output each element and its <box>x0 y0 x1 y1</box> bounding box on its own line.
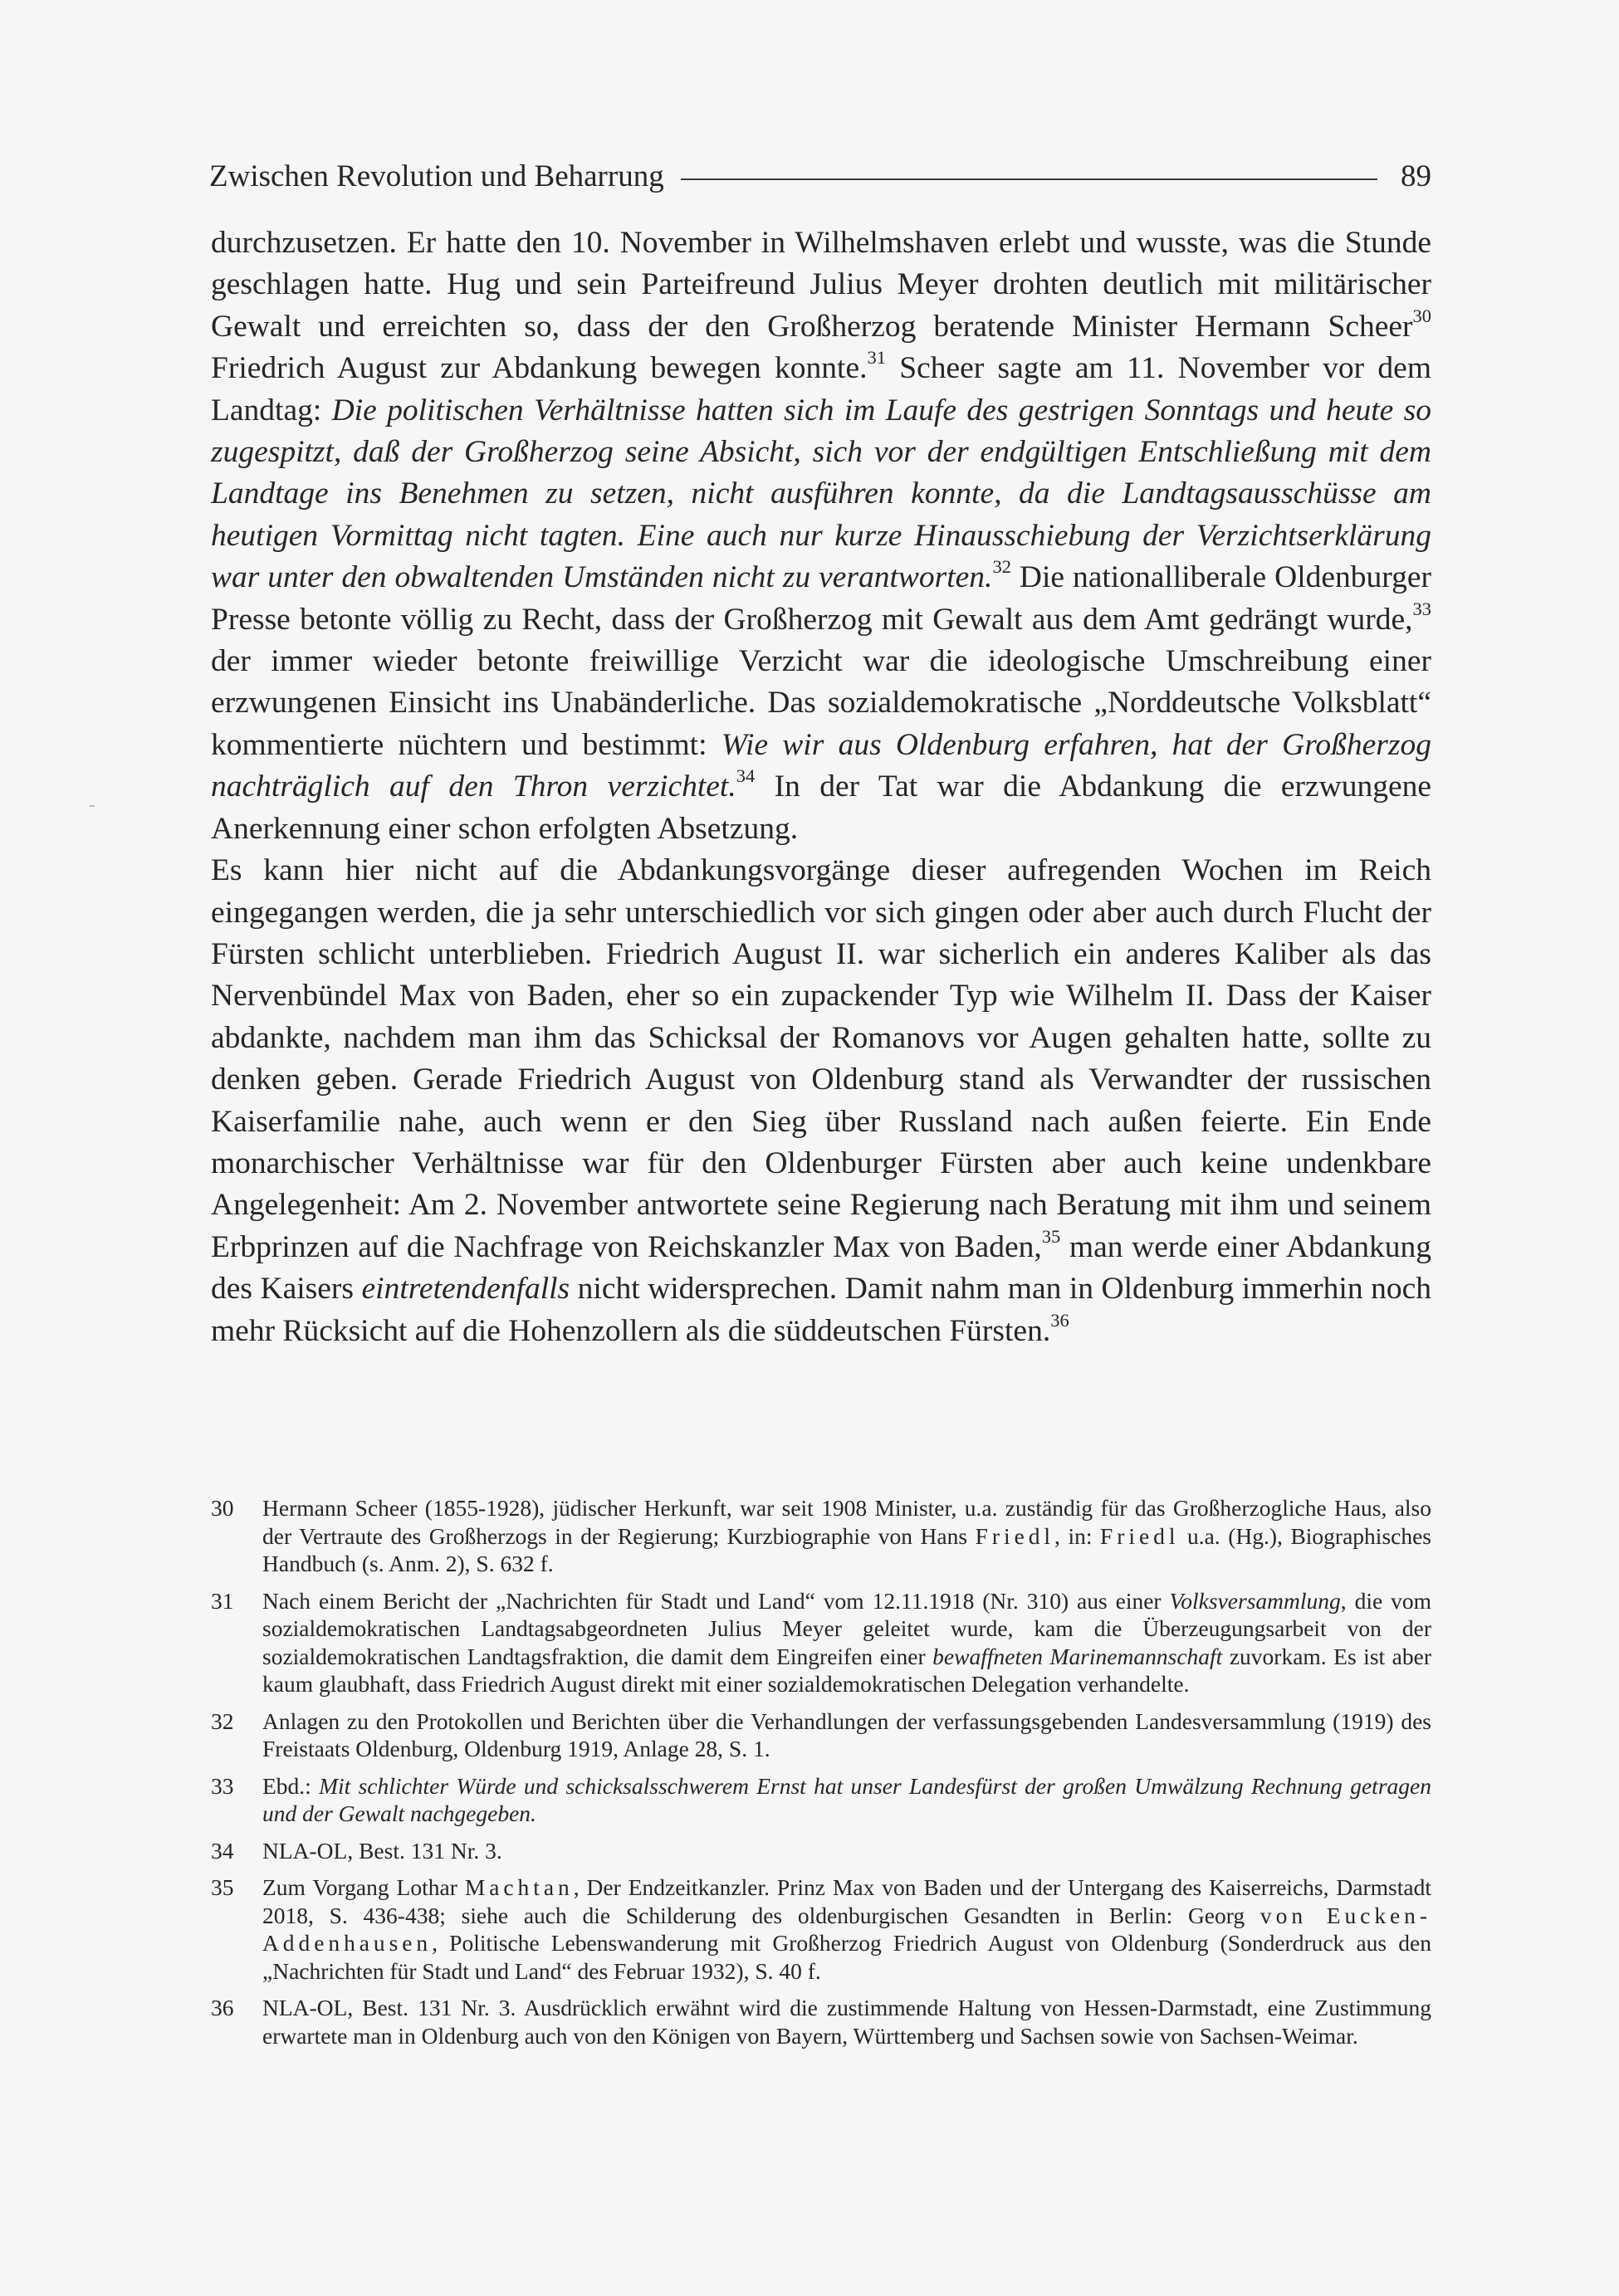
text-run: zuvorkam. Es ist aber kaum glaubhaft, dass Friedrich August direkt mit einer sozialdemokratischen Delegation verhandelte. <box>262 1643 1432 1697</box>
author-name: von Eucken-Addenhausen <box>262 1902 1431 1956</box>
footnote-32 <box>211 1707 1431 1763</box>
footnote-text <box>262 1587 1431 1698</box>
text-run: Es kann hier nicht auf die Abdankungsvorgänge dieser aufregenden Wochen im Reich eingegangen werden, die ja sehr unterschiedlich vor sich gingen oder aber auch durch Flucht der Fürsten schlicht unterblieben. Friedrich August II. war sicherlich ein anderes Kaliber als das Nervenbündel Max von Baden, eher so ein zupackender Typ wie Wilhelm II. Dass der Kaiser abdankte, nachdem man ihm das Schicksal der Romanovs vor Augen gehalten hatte, sollte zu denken geben. Gerade Friedrich August von Oldenburg stand als Verwandter der russischen Kaiserfamilie nahe, auch wenn er den Sieg über Russland nach außen feierte. Ein Ende monarchischer Verhältnisse war für den Oldenburger Fürsten aber auch keine undenkbare Angelegenheit: Am 2. November antwortete seine Regierung nach Beratung mit ihm und seinem Erbprinzen auf die Nachfrage von Reichskanzler Max von Baden, <box>211 853 1431 1264</box>
text-run: , Der Endzeitkanzler. Prinz Max von Baden und der Untergang des Kaiserreichs, Darmstadt 2018, S. 436-438; siehe auch die Schilderung des oldenburgischen Gesandten in Berlin: Georg <box>262 1874 1431 1928</box>
running-head-title: Zwischen Revolution und Beharrung <box>209 159 664 193</box>
footnote-number: 33 <box>211 1772 234 1799</box>
footnote-text <box>262 1873 1431 1985</box>
footnote-text <box>262 1772 1431 1828</box>
text-run: NLA-OL, Best. 131 Nr. 3. <box>262 1837 502 1864</box>
footnote-number: 34 <box>211 1837 234 1864</box>
author-name: Friedl <box>975 1522 1055 1549</box>
footnote-reference: 31 <box>867 347 886 369</box>
main-text <box>211 222 1431 1352</box>
footnote-reference: 30 <box>1412 305 1431 326</box>
footnote-text <box>262 1994 1431 2049</box>
text-run: Zum Vorgang Lothar <box>262 1874 465 1900</box>
footnote-number: 32 <box>211 1707 234 1734</box>
italic-quote: eintretendenfalls <box>361 1272 570 1307</box>
text-run: , die vom sozialdemokratischen Landtagsabgeordneten Julius Meyer geleitet wurde, kam die Überzeugungsarbeit von der sozialdemokratischen Landtagsfraktion, die damit dem Eingreifen einer <box>262 1587 1431 1669</box>
footnote-30 <box>211 1494 1431 1578</box>
footnote-35 <box>211 1873 1431 1985</box>
footnote-reference: 36 <box>1050 1309 1069 1331</box>
page-number: 89 <box>1401 159 1431 193</box>
footnote-number: 31 <box>211 1587 234 1614</box>
footnote-number: 35 <box>211 1874 234 1900</box>
footnote-number: 30 <box>211 1495 234 1521</box>
paragraph-2 <box>211 850 1431 1352</box>
text-run: man werde einer Abdankung des Kaisers <box>211 1229 1432 1307</box>
text-run: u.a. (Hg.), Biographisches Handbuch (s. Anm. 2), S. 632 f. <box>262 1522 1432 1576</box>
text-run: der immer wieder betonte freiwillige Verzicht war die ideologische Umschreibung einer erzwungenen Einsicht ins Unabänderliche. Das sozialdemokratische „Norddeutsche Volksblatt“ kommentierte nüchtern und bestimmt: <box>211 644 1431 762</box>
paragraph-1 <box>211 222 1431 850</box>
text-run: Friedrich August zur Abdankung bewegen konnte. <box>211 351 868 386</box>
running-head <box>209 151 1431 201</box>
text-run: In der Tat war die Abdankung die erzwungene Anerkennung einer schon erfolgten Absetzung. <box>211 769 1432 846</box>
text-run: Die nationalliberale Oldenburger Presse betonte völlig zu Recht, dass der Großherzog mit Gewalt aus dem Amt gedrängt wurde, <box>211 560 1431 637</box>
margin-mark <box>90 805 95 807</box>
italic-quote: bewaffneten Marinemannschaft <box>932 1643 1223 1669</box>
footnote-reference: 35 <box>1041 1225 1061 1247</box>
footnote-34 <box>211 1837 1431 1865</box>
text-run: , in: <box>1054 1522 1101 1549</box>
running-head-rule <box>681 178 1377 180</box>
italic-quote: Volksversammlung <box>1169 1587 1341 1614</box>
italic-quote: Die politischen Verhältnisse hatten sich im Laufe des gestrigen Sonntags und heute so zugespitzt, daß der Großherzog seine Absicht, sich vor der endgültigen Entschließung mit dem Landtage ins Benehmen zu setzen, nicht ausführen konnte, da die Landtagsausschüsse am heutigen Vormittag nicht tagten. Eine auch nur kurze Hinausschiebung der Verzichtserklärung war unter den obwaltenden Umständen nicht zu verantworten. <box>211 393 1431 595</box>
footnote-number: 36 <box>211 1995 234 2020</box>
footnote-36 <box>211 1994 1431 2049</box>
author-name: Machtan <box>464 1874 574 1900</box>
text-run: Scheer sagte am 11. November vor dem Landtag: <box>211 351 1431 427</box>
footnote-reference: 34 <box>736 765 756 787</box>
italic-quote: Wie wir aus Oldenburg erfahren, hat der Großherzog nachträglich auf den Thron verzichtet. <box>211 727 1431 804</box>
footnotes <box>211 1494 1431 2059</box>
text-run: durchzusetzen. Er hatte den 10. November in Wilhelmshaven erlebt und wusste, was die Stunde geschlagen hatte. Hug und sein Parteifreund Julius Meyer drohten deutlich mit militärischer Gewalt und erreichten so, dass der den Großherzog beratende Minister Hermann Scheer <box>211 226 1431 344</box>
footnote-text <box>262 1494 1431 1578</box>
footnote-reference: 33 <box>1412 598 1431 619</box>
text-run: NLA-OL, Best. 131 Nr. 3. Ausdrücklich erwähnt wird die zustimmende Haltung von Hessen-Darmstadt, eine Zustimmung erwartete man in Oldenburg auch von den Königen von Bayern, Württemberg und Sachsen sowie von Sachsen-Weimar. <box>262 1995 1431 2049</box>
text-run: Anlagen zu den Protokollen und Berichten über die Verhandlungen der verfassungsgebenden Landesversammlung (1919) des Freistaats Oldenburg, Oldenburg 1919, Anlage 28, S. 1. <box>262 1707 1431 1761</box>
footnote-text <box>262 1837 1431 1865</box>
italic-quote: Mit schlichter Würde und schicksalsschwerem Ernst hat unser Landesfürst der großen Umwälzung Rechnung getragen und der Gewalt nachgegeben. <box>262 1772 1431 1826</box>
text-run: nicht widersprechen. Damit nahm man in Oldenburg immerhin noch mehr Rücksicht auf die Hohenzollern als die süddeutschen Fürsten. <box>211 1272 1432 1348</box>
footnote-reference: 32 <box>992 556 1011 578</box>
text-run: Nach einem Bericht der „Nachrichten für Stadt und Land“ vom 12.11.1918 (Nr. 310) aus einer <box>262 1587 1170 1614</box>
footnote-31 <box>211 1587 1431 1698</box>
text-run: Hermann Scheer (1855-1928), jüdischer Herkunft, war seit 1908 Minister, u.a. zuständig für das Großherzogliche Haus, also der Vertraute des Großherzogs in der Regierung; Kurzbiographie von Hans <box>262 1495 1431 1549</box>
footnote-33 <box>211 1772 1431 1828</box>
text-run: Ebd.: <box>262 1772 320 1799</box>
text-run: , Politische Lebenswanderung mit Großherzog Friedrich August von Oldenburg (Sonderdruck aus den „Nachrichten für Stadt und Land“ des Februar 1932), S. 40 f. <box>262 1930 1431 1984</box>
footnote-text <box>262 1707 1431 1763</box>
author-name: Friedl <box>1100 1522 1180 1549</box>
